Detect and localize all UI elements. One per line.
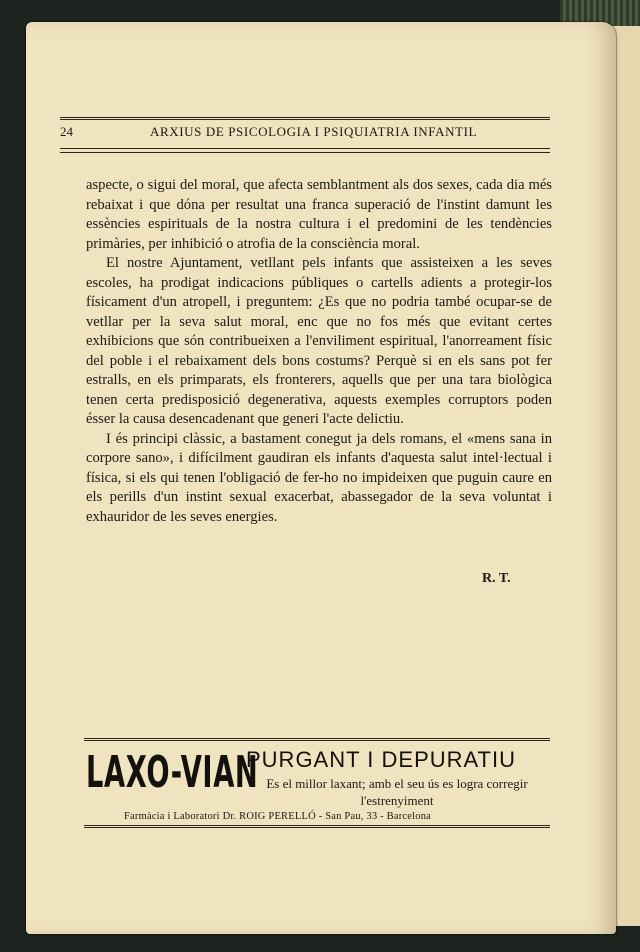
- ad-bottom-rule: [84, 825, 550, 828]
- paragraph: aspecte, o sigui del moral, que afecta semblantment als dos sexes, cada dia més rebaixat i que dóna per resultat una franca superació de l'instint damunt les essències espirituals de la nostra cultura i el predomini de les tendències primàries, per inhibició o atrofia de la consciència moral.: [86, 177, 552, 252]
- ad-brand: LAXO-VIAN: [86, 747, 259, 798]
- header-rule: [60, 152, 550, 153]
- ad-description: Es el millor laxant; amb el seu ús es logra corregir l'estrenyiment: [266, 776, 528, 808]
- paragraph: El nostre Ajuntament, vetllant pels infants que assisteixen a les seves escoles, ha prodigat indicacions públiques o cartells adients a protegir-los físicament d'un atropell, i preguntem: ¿Es que no podria també ocupar-se de vetllar per la seva salut moral, enc que no fos més que evitant certes exhibicions que són contribueixen a l'enviliment espiritual, l'anorreament físic del poble i el rebaixament dels bons costums? Perquè si en els sans pot fer estralls, en els primparats, els fronterers, aquells que per una tara biològica tenen certa predisposició degenerativa, aquests exemples corruptors poden ésser la causa desencadenant que generi l'acte delictiu.: [86, 255, 552, 427]
- article-body: [86, 176, 552, 527]
- advertisement: [84, 738, 550, 833]
- page-number: 24: [60, 124, 73, 139]
- ad-tagline: PURGANT I DEPURATIU: [246, 747, 516, 772]
- author-signature: R. T.: [482, 571, 511, 586]
- running-header: [60, 117, 550, 149]
- ad-address: Farmàcia i Laboratori Dr. ROIG PERELLÓ - San Pau, 33 - Barcelona: [124, 811, 432, 822]
- paragraph: I és principi clàssic, a bastament conegut ja dels romans, el «mens sana in corpore sano», i difícilment gaudiran els infants d'aquesta salut intel·lectual i física, si els qui tenen l'obligació de fer-ho no impideixen que puguin caure en els perills d'un instint sexual exacerbat, abassegador de la seva voluntat i exhauridor de les seves energies.: [86, 430, 552, 525]
- journal-title: ARXIUS DE PSICOLOGIA I PSIQUIATRIA INFANTIL: [150, 124, 478, 139]
